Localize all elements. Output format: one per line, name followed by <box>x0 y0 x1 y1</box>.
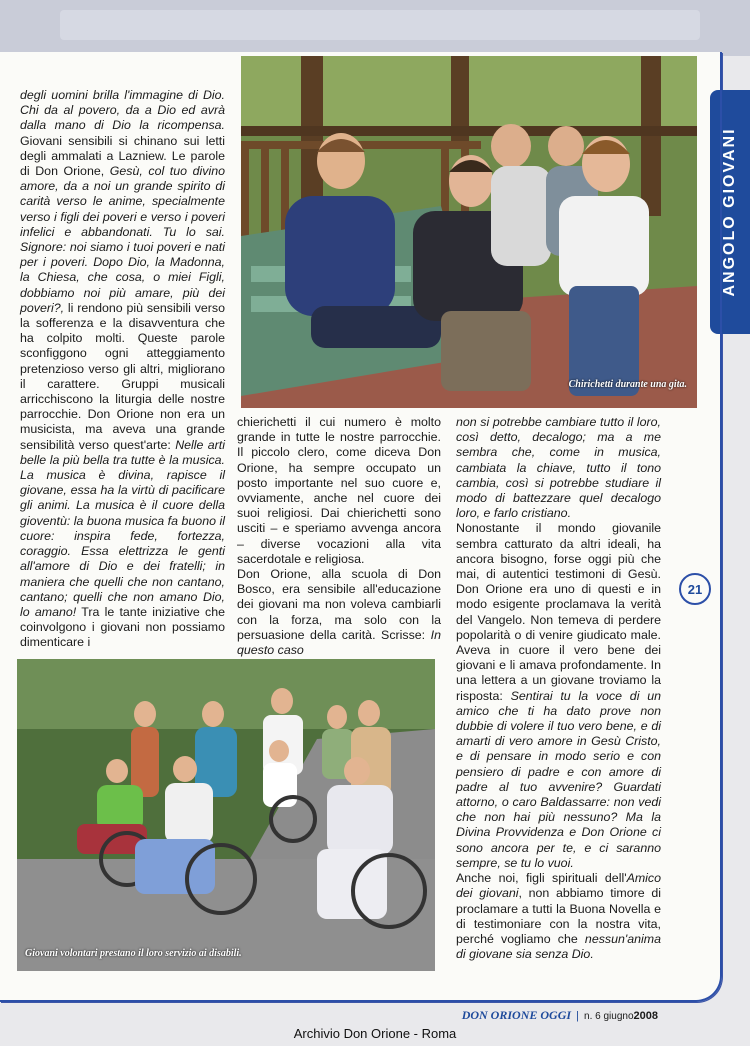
top-band <box>0 0 750 56</box>
issue-label: n. 6 giugno <box>584 1011 634 1022</box>
text-segment: Nelle arti belle la più bella tra tutte è la musica. La musica è divina, rapisce il giovane, essa ha la virtù di pacificare gli animi. La musica è il cuore della gioventù: la buona musica fa buono il cuore: inspira fede, fortezza, coraggio. Essa elettrizza le genti all'amore di Dio e dei fratelli; in maniera che quelli che non cantano, cantano; quelli che non amano Dio, lo amano! <box>20 437 225 619</box>
text-segment: Giovani sensibili si chinano sui letti degli ammalati a Lazniew. Le parole di Don Orione, <box>20 133 225 179</box>
photo-altar-boys <box>241 56 697 408</box>
column-3-paragraph <box>456 521 661 871</box>
text-column-1 <box>20 88 225 651</box>
text-column-2 <box>237 415 441 658</box>
text-column-3 <box>456 415 661 962</box>
page-number: 21 <box>679 573 711 605</box>
text-segment: Tra le tante iniziative che coinvolgono i giovani non possiamo dimenticare i <box>20 604 226 650</box>
text-segment: non si potrebbe cambiare tutto il loro, così detto, decalogo; ma a me sembra che, come in musica, cambiata la chiave, tutto il tono cambia, così si potrebbe studiare il modo di battezzare quel decalogo loro, e farlo cristiano. <box>456 415 661 521</box>
text-segment: In questo caso <box>237 627 441 658</box>
text-segment: Nonostante il mondo giovanile sembra catturato da altri ideali, ha ancora bisogno, forse oggi più che mai, di autentici testimoni di Gesù. Don Orione era uno di questi e in modo esigente proclamava la verità del Vangelo. Non temeva di perdere popolarità o di venire giudicato male. Aveva in cuore il vero bene dei giovani e li amava profondamente. In una lettera a un giovane troviamo la risposta: <box>456 521 661 703</box>
text-segment: Amico dei giovani <box>456 871 661 901</box>
volunteers-illustration <box>17 659 435 971</box>
text-segment: nessun'anima di giovane sia senza Dio. <box>456 931 661 962</box>
issue-year: 2008 <box>633 1010 658 1022</box>
section-tab <box>710 90 750 334</box>
column-2-paragraph <box>237 415 441 567</box>
photo-caption-top: Chirichetti durante una gita. <box>568 379 687 390</box>
column-1-paragraph <box>20 88 225 651</box>
column-3-paragraph <box>456 871 661 962</box>
text-segment: , non abbiamo timore di proclamare a tutti la Buona Novella e di testimoniare con la nostra vita, perché vogliamo che <box>456 886 661 946</box>
column-2-paragraph <box>237 567 441 658</box>
archive-credit: Archivio Don Orione - Roma <box>293 1026 457 1041</box>
altar-boys-illustration <box>241 56 697 408</box>
page-footer: DON ORIONE OGGI | n. 6 giugno2008 <box>461 1008 658 1022</box>
text-segment: degli uomini brilla l'immagine di Dio. Chi da al povero, da a Dio ed avrà dalla mano di Dio la ricompensa. <box>20 88 225 133</box>
text-segment: Sentirai tu la voce di un amico che ti ha dato prove non dubbie di volere il tuo vero bene, e di amarti di vero amore in Gesù Cristo, e di pensare in modo serio e con pensiero di padre e con amore di padre al tuo avvenire? Guardati attorno, o caro Baldassarre: non vedi che non hai più nessuno? Ma la Divina Provvidenza e Don Orione ci sono ancora per te, e ci saranno sempre, se tu lo vuoi. <box>456 688 661 870</box>
magazine-name: DON ORIONE OGGI <box>461 1008 572 1022</box>
text-segment: Don Orione, alla scuola di Don Bosco, era sensibile all'educazione dei giovani ma non voleva cambiarli con la forza, ma solo con la persuasione della carità. Scrisse: <box>237 567 441 642</box>
photo-volunteers <box>17 659 435 971</box>
text-segment: chierichetti il cui numero è molto grande in tutte le nostre parrocchie. Il piccolo clero, come diceva Don Orione, ha sempre occupato un posto importante nel suo cuore e, ovviamente, anche nel cuore dei suoi religiosi. Dai chierichetti sono usciti – e speriamo avvenga ancora – diverse vocazioni alla vita sacerdotale e religiosa. <box>237 415 441 566</box>
photo-caption-bottom: Giovani volontari prestano il loro servizio ai disabili. <box>25 948 242 959</box>
text-segment: Gesù, col tuo divino amore, da a noi un grande spirito di carità verso le anime, specialmente verso i figli dei poveri e verso i poveri infelici e abbandonati. Tu lo sai. Signore: noi siamo i tuoi poveri e nati per i poveri. Dopo Dio, la Madonna, la Chiesa, che cosa, o miei Figli, dobbiamo noi più amare, più dei poveri?, <box>20 164 225 315</box>
text-segment: li rendono più sensibili verso la sofferenza e la disavventura che ha colpito molti. Queste parole sconfiggono ogni atteggiamento pretenzioso verso gli altri, migliorano il carattere. Gruppi musicali arricchiscono la liturgia delle nostre parrocchie. Don Orione non era un musicista, ma aveva una grande sensibilità verso quest'arte: <box>20 300 225 452</box>
section-title: ANGOLO GIOVANI <box>721 127 738 297</box>
text-segment: Anche noi, figli spirituali dell' <box>456 871 627 886</box>
column-3-paragraph <box>456 415 661 521</box>
